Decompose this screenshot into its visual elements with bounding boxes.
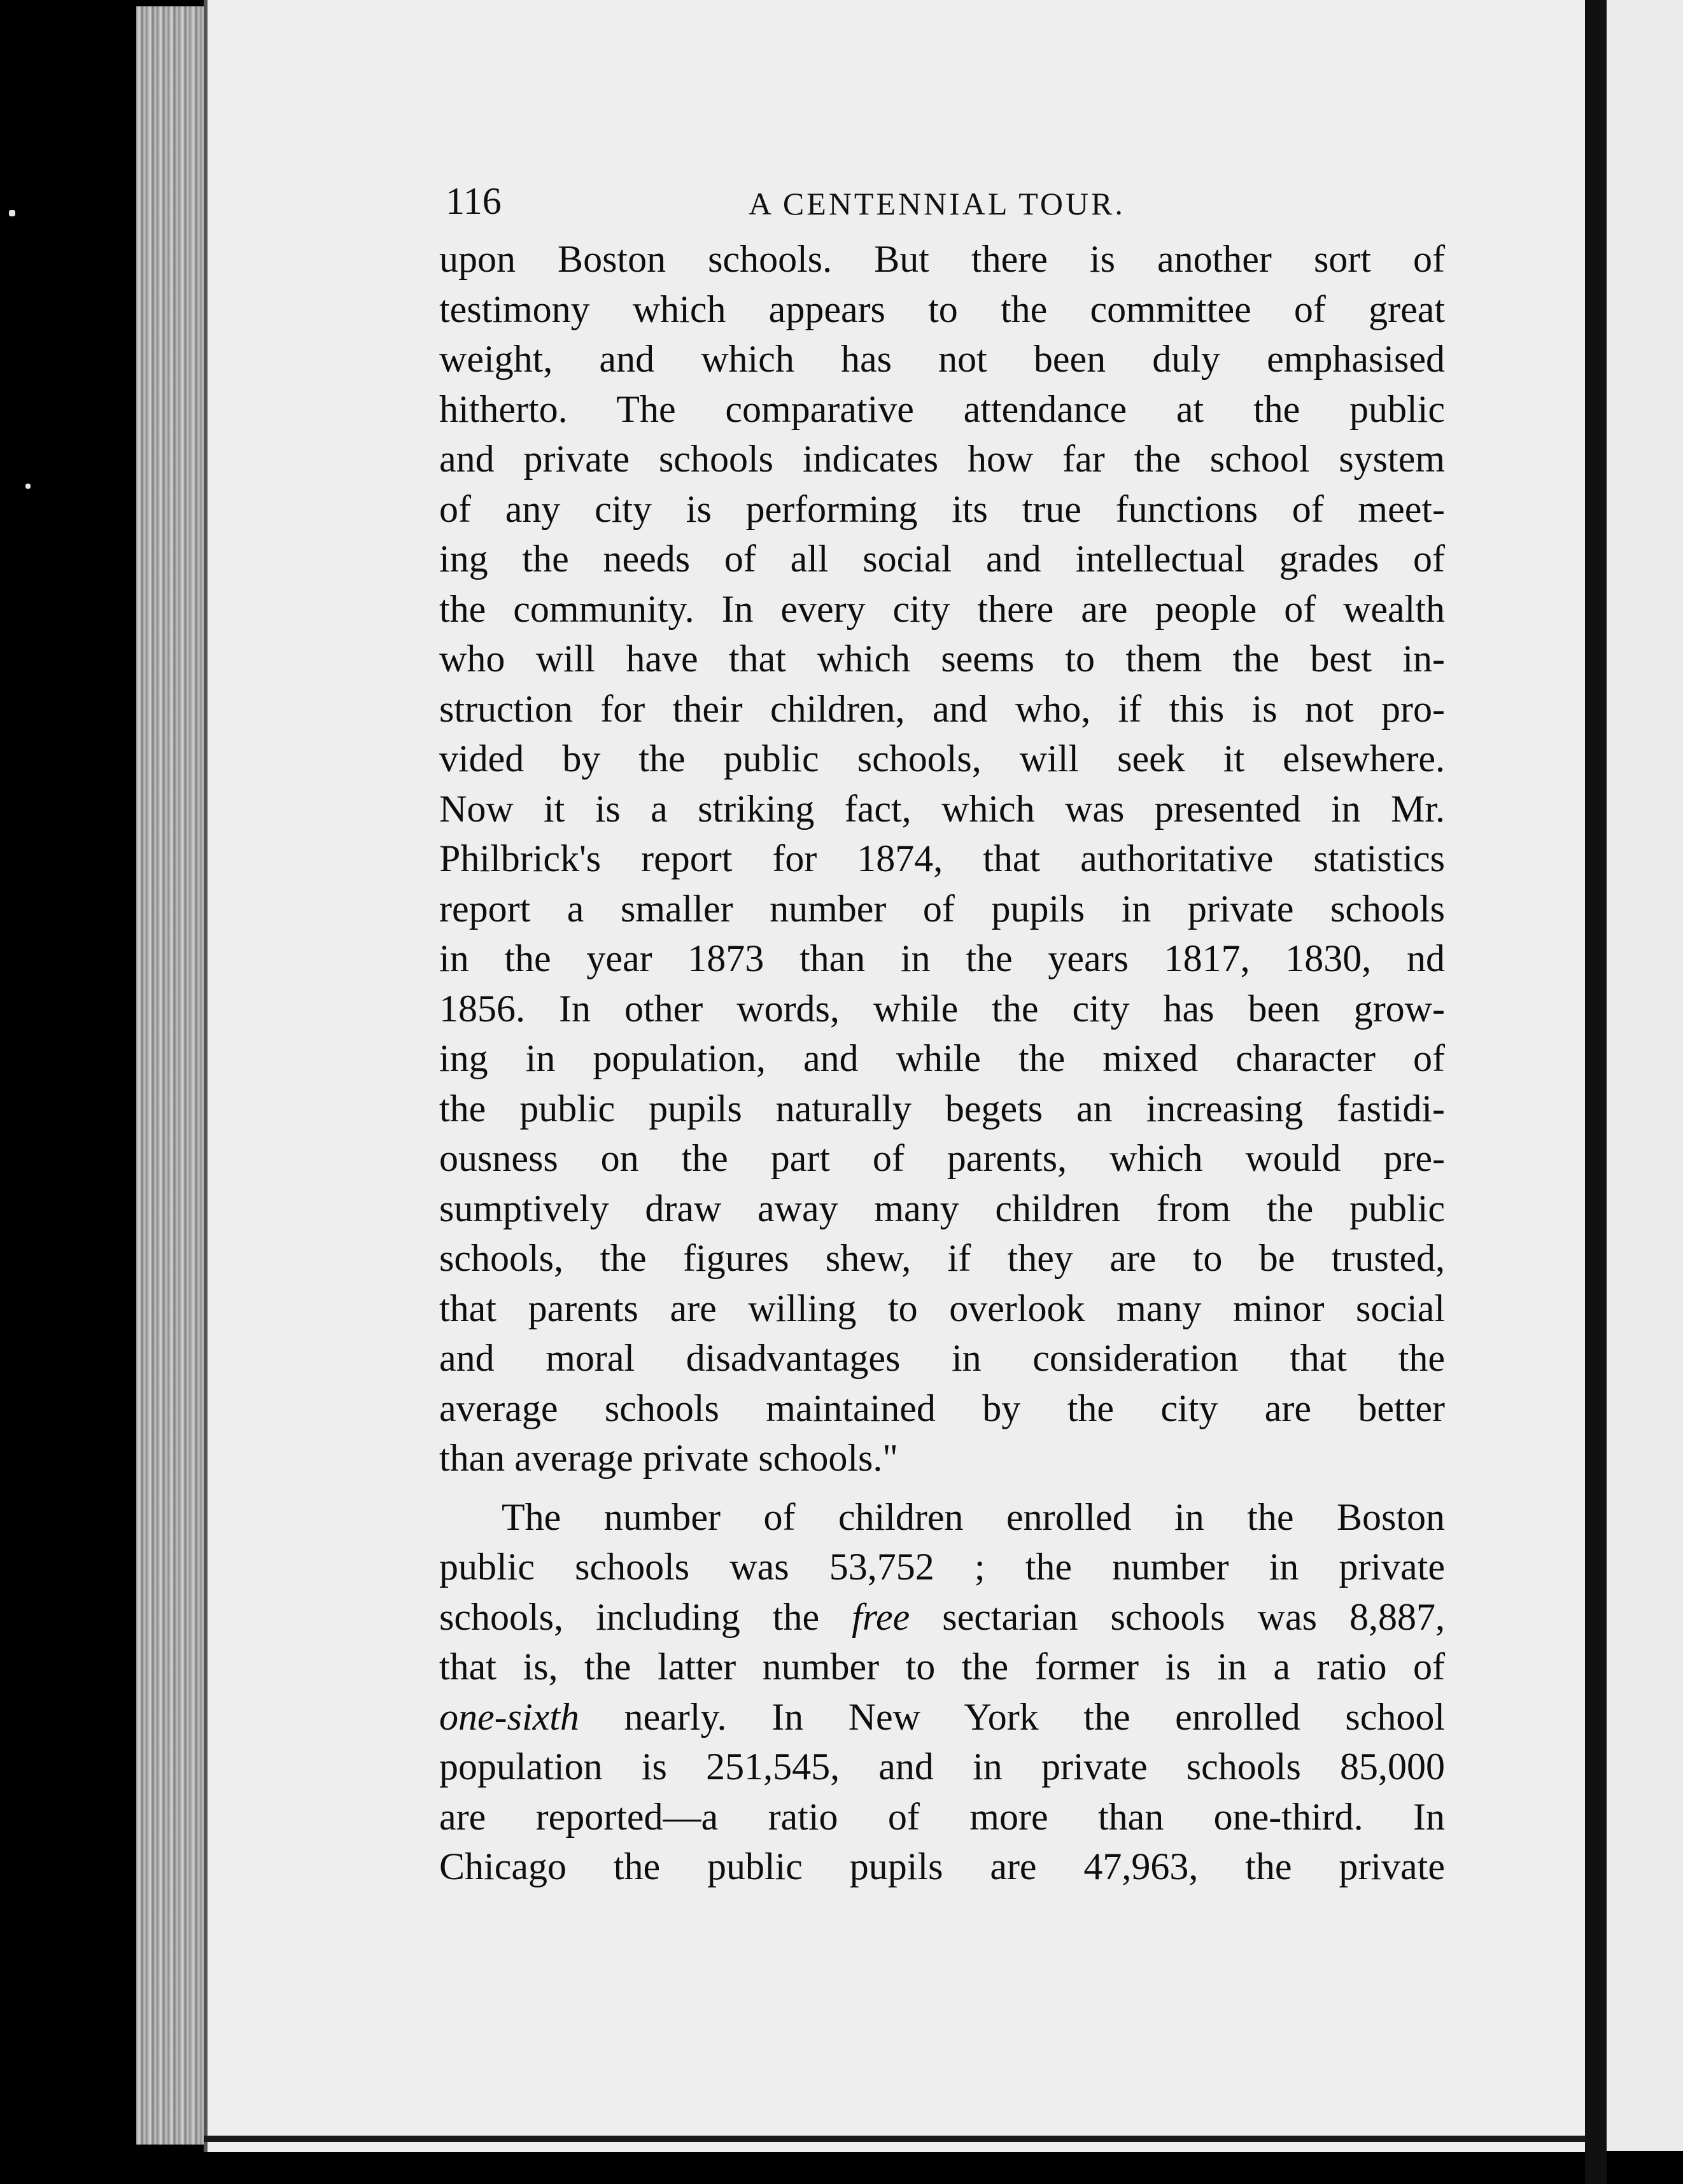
text-line: the community. In every city there are people of wealth: [439, 587, 1445, 630]
text-line: that is, the latter number to the former is in a ratio of: [439, 1646, 1445, 1688]
running-head: A CENTENNIAL TOUR.: [749, 186, 1125, 221]
text-line: ing the needs of all social and intellectual grades of: [439, 538, 1445, 580]
text-line: weight, and which has not been duly emphasised: [439, 338, 1445, 380]
text-line: population is 251,545, and in private schools 85,000: [439, 1746, 1445, 1788]
text-line: report a smaller number of pupils in private schools: [439, 887, 1445, 930]
text-fragment: schools, including the: [439, 1595, 820, 1638]
page-bottom-edge: [204, 2136, 1585, 2142]
text-line: The number of children enrolled in the Boston: [502, 1495, 1445, 1538]
italic-word: free: [852, 1595, 910, 1638]
text-line: public schools was 53,752 ; the number in private: [439, 1546, 1445, 1588]
facing-page-edge: [1607, 0, 1683, 2151]
italic-word: one-sixth: [439, 1695, 579, 1738]
text-line: [439, 1592, 1445, 1642]
text-line: and private schools indicates how far the school system: [439, 438, 1445, 480]
text-line: struction for their children, and who, if this is not pro-: [439, 687, 1445, 730]
body-text: [439, 234, 1445, 1892]
text-line: of any city is performing its true functions of meet-: [439, 487, 1445, 530]
text-fragment: sectarian schools was 8,887,: [942, 1595, 1446, 1638]
text-line: than average private schools.": [439, 1437, 898, 1479]
scan-speck: [9, 210, 15, 216]
text-line: are reported—a ratio of more than one-third. In: [439, 1795, 1445, 1838]
text-line: average schools maintained by the city are better: [439, 1387, 1445, 1429]
page-stack-edges: [136, 6, 213, 2145]
text-line: schools, the figures shew, if they are to be trusted,: [439, 1237, 1445, 1279]
text-fragment: nearly. In New York the enrolled school: [624, 1695, 1445, 1738]
text-line: the public pupils naturally begets an increasing fastidi-: [439, 1087, 1445, 1130]
page-number: 116: [446, 180, 502, 222]
text-line: ing in population, and while the mixed character of: [439, 1037, 1445, 1079]
text-line: in the year 1873 than in the years 1817, 1830, nd: [439, 937, 1445, 979]
text-line: upon Boston schools. But there is another sort of: [439, 238, 1445, 280]
page-header: [446, 176, 1439, 227]
text-line: vided by the public schools, will seek it elsewhere.: [439, 738, 1445, 780]
text-line: testimony which appears to the committee of great: [439, 288, 1445, 330]
text-line: who will have that which seems to them the best in-: [439, 638, 1445, 680]
text-line: [439, 1692, 1445, 1742]
text-line: Chicago the public pupils are 47,963, the private: [439, 1845, 1445, 1887]
text-line: sumptively draw away many children from the public: [439, 1187, 1445, 1229]
text-line: and moral disadvantages in consideration that the: [439, 1337, 1445, 1379]
text-line: ousness on the part of parents, which would pre-: [439, 1137, 1445, 1179]
text-line: hitherto. The comparative attendance at the public: [439, 388, 1445, 430]
text-line: 1856. In other words, while the city has been grow-: [439, 987, 1445, 1030]
text-line: Philbrick's report for 1874, that authoritative statistics: [439, 837, 1445, 879]
text-line: Now it is a striking fact, which was presented in Mr.: [439, 787, 1445, 830]
scan-speck: [25, 484, 31, 489]
book-gutter: [1585, 0, 1607, 2184]
text-line: that parents are willing to overlook many minor social: [439, 1287, 1445, 1329]
